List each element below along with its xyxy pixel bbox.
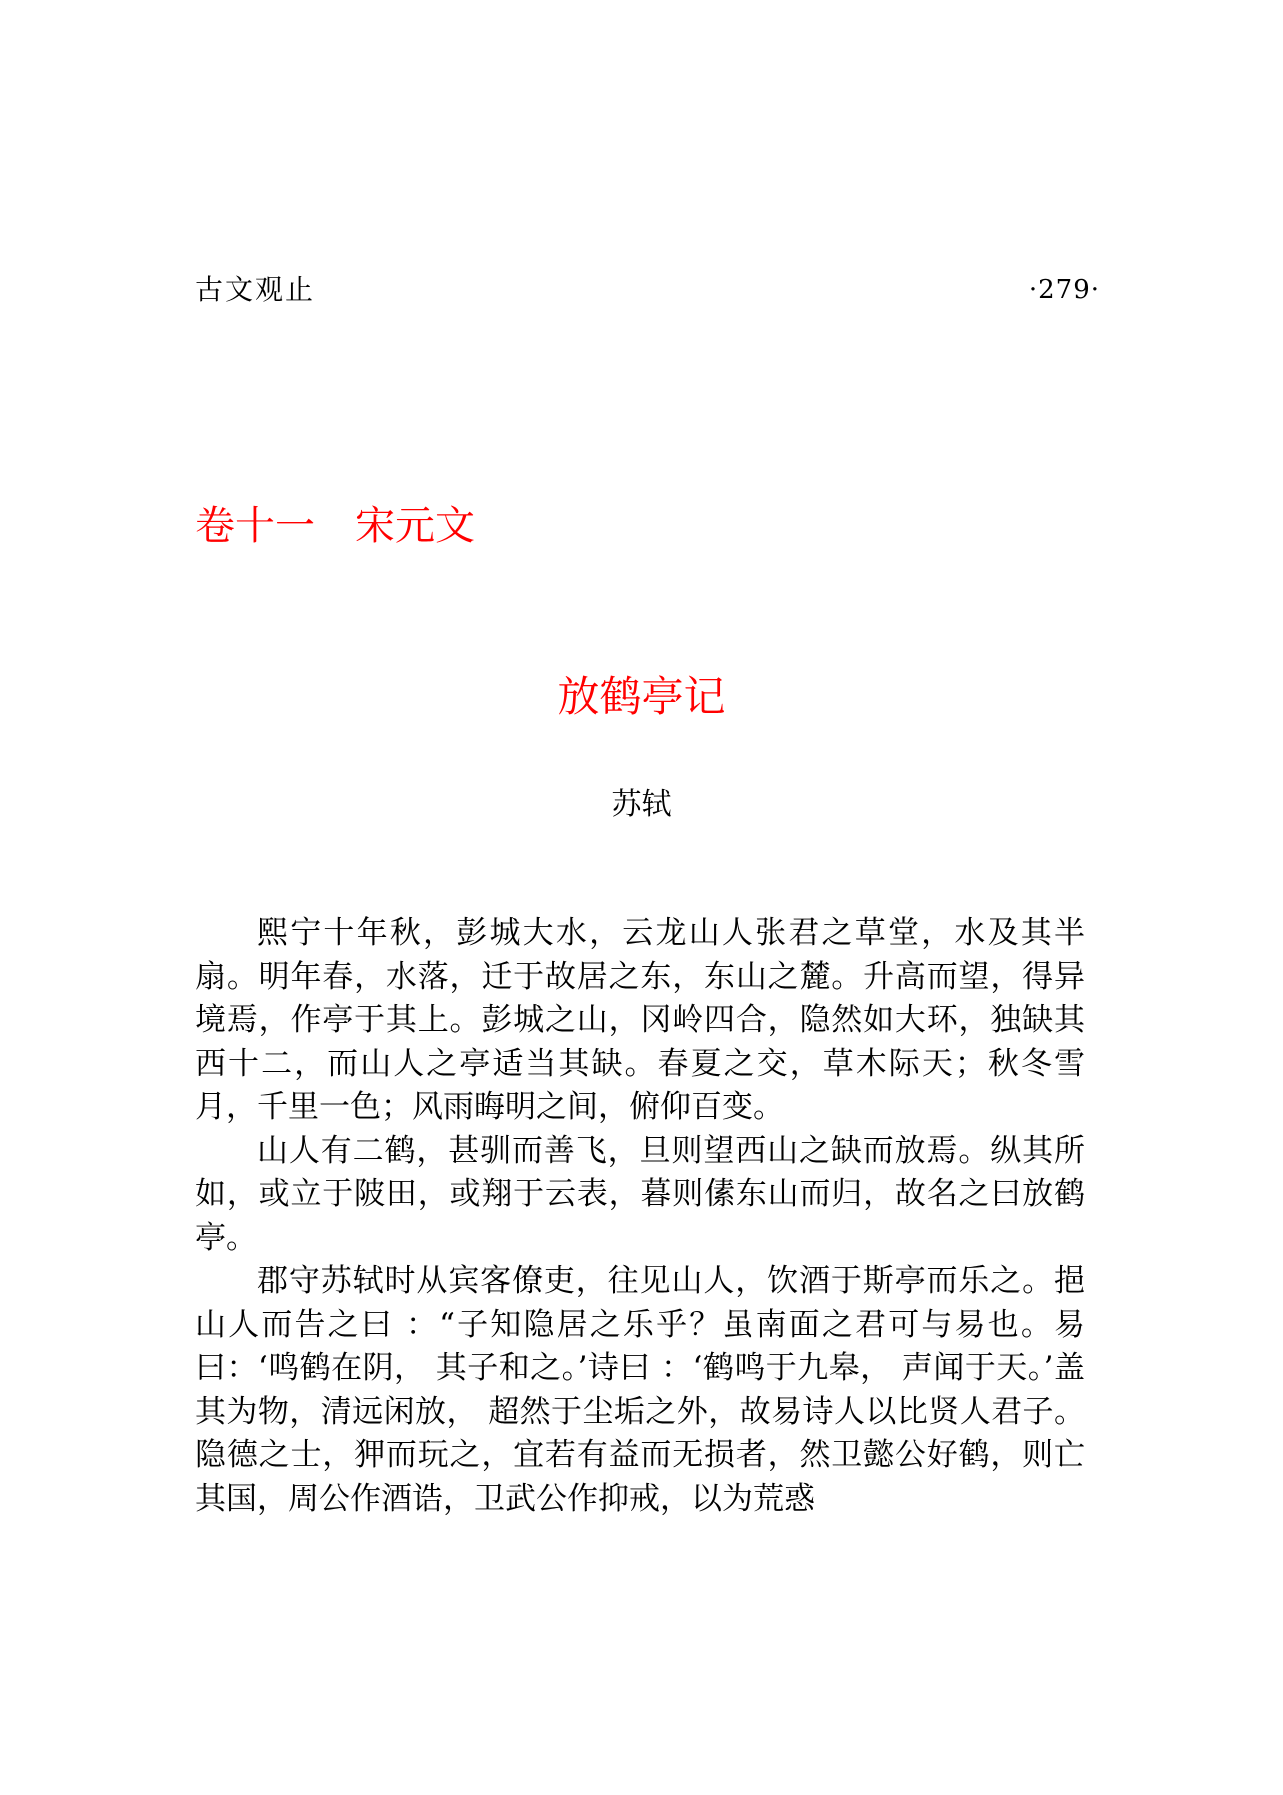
essay-paragraph: 郡守苏轼时从宾客僚吏，往见山人，饮酒于斯亭而乐之。挹山人而告之曰 ：“子知隐居之乐乎？虽南面之君可与易也。易曰：‘鸣鹤在阴， 其子和之。’诗曰 ：‘鹤鸣于九皋， 声闻于天。’盖其为物，清远闲放， 超然于尘垢之外，故易诗人以比贤人君子。隐德之士，狎而玩之，宜若有益而无损者，然卫懿公好鹤，则亡其国，周公作酒诰，卫武公作抑戒，以为荒惑	[195, 1263, 1085, 1517]
essay-title: 放鹤亭记	[557, 672, 726, 721]
running-head-book-title: 古文观止	[195, 273, 316, 306]
page-number: ·279·	[1028, 275, 1100, 305]
essay-paragraph: 熙宁十年秋，彭城大水，云龙山人张君之草堂，水及其半扇。明年春，水落，迁于故居之东，东山之麓。升高而望，得异境焉，作亭于其上。彭城之山，冈岭四合，隐然如大环，独缺其西十二，而山人之亭适当其缺。春夏之交，草木际天；秋冬雪月，千里一色；风雨晦明之间，俯仰百变。	[195, 915, 1085, 1125]
essay-author: 苏轼	[611, 787, 672, 822]
essay-body	[195, 912, 1085, 1521]
volume-heading: 卷十一 宋元文	[195, 503, 475, 549]
essay-paragraph: 山人有二鹤，甚驯而善飞，旦则望西山之缺而放焉。纵其所如，或立于陂田，或翔于云表，暮则傃东山而归，故名之曰放鹤亭。	[195, 1132, 1085, 1256]
